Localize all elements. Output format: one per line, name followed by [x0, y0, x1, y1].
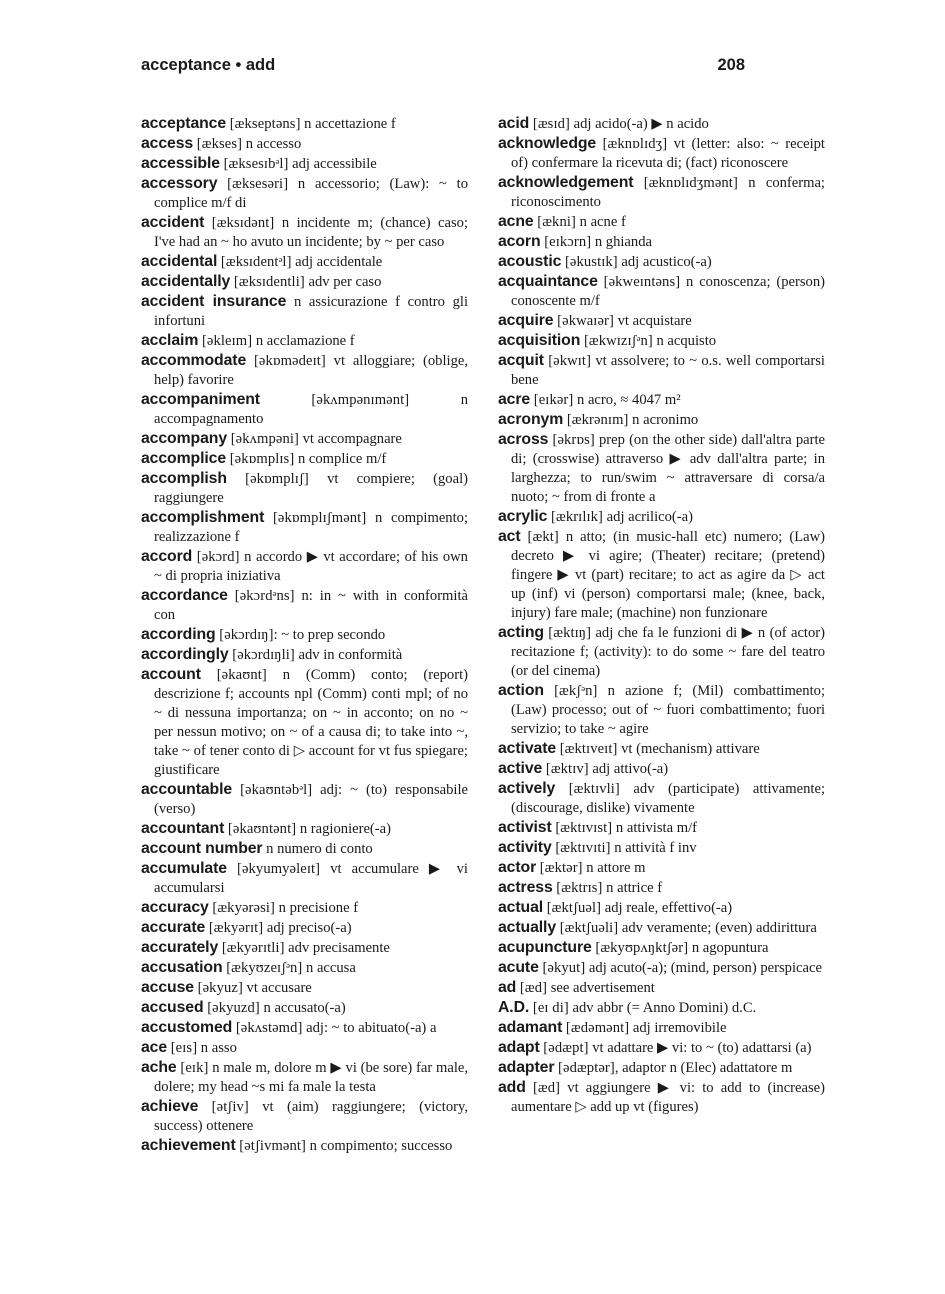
- dictionary-entry: [141, 213, 468, 252]
- dictionary-entry: [498, 134, 825, 173]
- dictionary-entry: [498, 331, 825, 351]
- dictionary-entry: [498, 838, 825, 858]
- dictionary-entry: [498, 212, 825, 232]
- pronunciation: [ækyərəsi]: [212, 900, 275, 916]
- definition: adv abbr (= Anno Domini) d.C.: [568, 1000, 757, 1016]
- definition: n acquisto: [652, 333, 717, 349]
- headword: acknowledgement: [498, 174, 634, 191]
- dictionary-entry: [141, 292, 468, 331]
- pronunciation: [əkaʊntənt]: [227, 821, 297, 837]
- headword: achievement: [141, 1137, 236, 1154]
- headword: adapter: [498, 1059, 555, 1076]
- dictionary-entry: [141, 938, 468, 958]
- definition: n accordo ▶ vt accordare; of his own ~ di propria iniziativa: [154, 549, 468, 584]
- dictionary-entry: [141, 898, 468, 918]
- pronunciation: [ədæpt]: [543, 1040, 589, 1056]
- headword: accountant: [141, 820, 225, 837]
- definition: adj accessibile: [288, 156, 377, 172]
- headword: acceptance: [141, 115, 227, 132]
- pronunciation: [əkɔrdɪŋ]: [219, 627, 274, 643]
- pronunciation: [əkɒmplɪʃmənt]: [272, 510, 367, 526]
- headword: ace: [141, 1039, 168, 1056]
- definition: adv veramente; (even) addirittura: [618, 920, 817, 936]
- headword: actually: [498, 919, 557, 936]
- definition: n accompagnamento: [154, 392, 468, 427]
- dictionary-entry: [141, 390, 468, 429]
- pronunciation: [æktɪvli]: [568, 781, 620, 797]
- dictionary-entry: [498, 1038, 825, 1058]
- definition: n asso: [197, 1040, 237, 1056]
- pronunciation: [ækseptəns]: [229, 116, 301, 132]
- pronunciation: [əkɒmədeɪt]: [253, 353, 326, 369]
- pronunciation: [ækt]: [527, 529, 559, 545]
- headword: acknowledge: [498, 135, 597, 152]
- definition: n attrice f: [602, 880, 663, 896]
- headword: acre: [498, 391, 531, 408]
- headword: accumulate: [141, 860, 227, 877]
- dictionary-entry: [498, 1058, 825, 1078]
- dictionary-entry: [141, 469, 468, 508]
- definition: n attivista m/f: [612, 820, 697, 836]
- dictionary-entry: [498, 232, 825, 252]
- pronunciation: [ækses]: [196, 136, 243, 152]
- dictionary-entry: [498, 978, 825, 998]
- dictionary-entry: [498, 390, 825, 410]
- headword: activist: [498, 819, 552, 836]
- pronunciation: [əkwaɪər]: [557, 313, 614, 329]
- pronunciation: [ækrɪlɪk]: [551, 509, 604, 525]
- pronunciation: [ækyʊzeɪʃᵊn]: [226, 960, 303, 976]
- definition: n compimento; successo: [306, 1138, 453, 1154]
- dictionary-entry: [498, 779, 825, 818]
- definition: n precisione f: [274, 900, 359, 916]
- pronunciation: [ətʃivmənt]: [239, 1138, 307, 1154]
- pronunciation: [ækʃᵊn]: [554, 683, 598, 699]
- running-header: [141, 54, 745, 78]
- definition: adj acido(-a) ▶ n acido: [569, 116, 709, 132]
- dictionary-entry: [141, 839, 468, 859]
- dictionary-entry: [498, 430, 825, 507]
- pronunciation: [æksesɪbᵊl]: [223, 156, 289, 172]
- headword: accord: [141, 548, 193, 565]
- pronunciation: [æd]: [519, 980, 548, 996]
- dictionary-entry: [498, 272, 825, 311]
- pronunciation: [əkʌmpənɪmənt]: [311, 392, 410, 408]
- dictionary-entry: [498, 351, 825, 390]
- headword: accompany: [141, 430, 228, 447]
- pronunciation: [ækyərɪtli]: [221, 940, 285, 956]
- definition: adj irremovibile: [629, 1020, 727, 1036]
- pronunciation: [eɪs]: [170, 1040, 198, 1056]
- definition: vt assolvere; to ~ o.s. well comportarsi bene: [511, 353, 825, 388]
- pronunciation: [ədæptər]: [558, 1060, 615, 1076]
- headword: accuracy: [141, 899, 209, 916]
- headword: acquit: [498, 352, 544, 369]
- dictionary-entry: [498, 527, 825, 623]
- pronunciation: [æktɪveɪt]: [559, 741, 618, 757]
- definition: vt (letter: also: ~ receipt of) confermare la ricevuta di; (fact) riconoscere: [511, 136, 825, 171]
- headword: add: [498, 1079, 526, 1096]
- dictionary-entry: [498, 898, 825, 918]
- definition: adv precisamente: [284, 940, 390, 956]
- pronunciation: [eɪkər]: [533, 392, 574, 408]
- headword: acute: [498, 959, 539, 976]
- dictionary-entry: [141, 154, 468, 174]
- headword: accidental: [141, 253, 218, 270]
- definition: adj: ~ (to) responsabile (verso): [154, 782, 468, 817]
- dictionary-entry: [141, 449, 468, 469]
- headword: account number: [141, 840, 263, 857]
- page-number: 208: [717, 56, 745, 74]
- dictionary-entry: [141, 645, 468, 665]
- left-column: [141, 114, 468, 1156]
- dictionary-entry: [141, 1038, 468, 1058]
- definition: vt (mechanism) attivare: [617, 741, 760, 757]
- headword: active: [498, 760, 543, 777]
- headword: acorn: [498, 233, 541, 250]
- headword: accomplice: [141, 450, 227, 467]
- dictionary-entry: [498, 918, 825, 938]
- definition: vt compiere; (goal) raggiungere: [154, 471, 468, 506]
- definition: n acclamazione f: [252, 333, 355, 349]
- definition: n ghianda: [591, 234, 652, 250]
- headword: acquire: [498, 312, 554, 329]
- definition: n accusa: [302, 960, 356, 976]
- headword: act: [498, 528, 521, 545]
- pronunciation: [ækrənɪm]: [566, 412, 629, 428]
- definition: vt (aim) raggiungere; (victory, success) ottenere: [154, 1099, 468, 1134]
- pronunciation: [əkustɪk]: [564, 254, 618, 270]
- dictionary-entry: [498, 681, 825, 739]
- definition: vt adattare ▶ vi: to ~ (to) adattarsi (a): [588, 1040, 812, 1056]
- headword: accuse: [141, 979, 194, 996]
- definition: n conoscenza; (person) conoscente m/f: [511, 274, 825, 309]
- pronunciation: [əkrɒs]: [552, 432, 595, 448]
- headword: actual: [498, 899, 544, 916]
- headword: accordance: [141, 587, 228, 604]
- pronunciation: [əkɔrdᵊns]: [234, 588, 295, 604]
- definition: n acro, ≈ 4047 m²: [573, 392, 681, 408]
- pronunciation: [æktʃuəli]: [559, 920, 619, 936]
- pronunciation: [ækwɪzɪʃᵊn]: [583, 333, 653, 349]
- definition: n accesso: [242, 136, 302, 152]
- pronunciation: [əkɒmplɪs]: [229, 451, 295, 467]
- pronunciation: [æd]: [532, 1080, 561, 1096]
- dictionary-entry: [141, 1097, 468, 1136]
- definition: adv per caso: [304, 274, 382, 290]
- pronunciation: [əkyuzd]: [207, 1000, 260, 1016]
- definition: n atto; (in music-hall etc) numero; (Law) decreto ▶ vi agire; (Theater) recitare; (pretend) fingere ▶ vt (part) recitare; to act as agire da ▷ act up (inf) vi (person) comportarsi male; (knee, back, injury) fare male; (machine) non funzionare: [511, 529, 825, 621]
- dictionary-entry: [141, 174, 468, 213]
- pronunciation: [əkaʊntəbᵊl]: [240, 782, 313, 798]
- definition: vt accusare: [242, 980, 312, 996]
- dictionary-entry: [498, 958, 825, 978]
- pronunciation: [ækyʊpʌŋktʃər]: [595, 940, 689, 956]
- definition: adj accidentale: [291, 254, 383, 270]
- pronunciation: [əkɔrdɪŋli]: [232, 647, 295, 663]
- pronunciation: [æktɪvɪti]: [555, 840, 611, 856]
- dictionary-entry: [141, 272, 468, 292]
- headword: acrylic: [498, 508, 548, 525]
- dictionary-entry: [498, 410, 825, 430]
- headword: actress: [498, 879, 553, 896]
- dictionary-entry: [141, 134, 468, 154]
- headword: acupuncture: [498, 939, 592, 956]
- pronunciation: [əkleɪm]: [201, 333, 253, 349]
- pronunciation: [ətʃiv]: [211, 1099, 249, 1115]
- headword: acquisition: [498, 332, 581, 349]
- definition: , adaptor n (Elec) adattatore m: [614, 1060, 793, 1076]
- headword: accurate: [141, 919, 206, 936]
- definition: n agopuntura: [688, 940, 769, 956]
- dictionary-entry: [141, 586, 468, 625]
- dictionary-entry: [498, 878, 825, 898]
- dictionary-entry: [141, 978, 468, 998]
- pronunciation: [əkyuz]: [197, 980, 243, 996]
- headword: activity: [498, 839, 552, 856]
- dictionary-entry: [498, 818, 825, 838]
- pronunciation: [əkaʊnt]: [216, 667, 267, 683]
- dictionary-entry: [141, 625, 468, 645]
- pronunciation: [əkweɪntəns]: [603, 274, 681, 290]
- definition: adj acustico(-a): [617, 254, 712, 270]
- dictionary-entry: [141, 958, 468, 978]
- pronunciation: [æknɒlɪdʒmənt]: [643, 175, 738, 191]
- definition: n male m, dolore m ▶ vi (be sore) far male, dolere; my head ~s mi fa male la testa: [154, 1060, 468, 1095]
- dictionary-entry: [498, 507, 825, 527]
- definition: n compimento; realizzazione f: [154, 510, 468, 545]
- definition: n (Comm) conto; (report) descrizione f; accounts npl (Comm) conti mpl; of no ~ di nessuna importanza; on ~ in acconto; on no ~ per nessun motivo; on ~ of a causa di; to take into ~, take ~ of tener conto di ▷ account for vt fus spiegare; giustificare: [154, 667, 468, 778]
- headword: A.D.: [498, 999, 530, 1016]
- pronunciation: [ækni]: [537, 214, 576, 230]
- pronunciation: [əkɒmplɪʃ]: [245, 471, 309, 487]
- headword: accurately: [141, 939, 219, 956]
- definition: n attore m: [582, 860, 646, 876]
- headword: accountable: [141, 781, 233, 798]
- pronunciation: [eɪ di]: [532, 1000, 569, 1016]
- headword: accusation: [141, 959, 223, 976]
- headword: accomplish: [141, 470, 227, 487]
- definition: n accessorio; (Law): ~ to complice m/f di: [154, 176, 468, 211]
- dictionary-entry: [498, 858, 825, 878]
- headword: accessible: [141, 155, 220, 172]
- dictionary-entry: [498, 1018, 825, 1038]
- definition: n ragioniere(-a): [296, 821, 391, 837]
- dictionary-entry: [141, 351, 468, 390]
- dictionary-entry: [498, 938, 825, 958]
- definition: n accettazione f: [300, 116, 396, 132]
- pronunciation: [æksesəri]: [227, 176, 289, 192]
- definition: n attività f inv: [610, 840, 697, 856]
- definition: adv in conformità: [294, 647, 403, 663]
- definition: vt alloggiare; (oblige, help) favorire: [154, 353, 468, 388]
- dictionary-entry: [141, 429, 468, 449]
- pronunciation: [æktɪv]: [545, 761, 589, 777]
- pronunciation: [æktɪvɪst]: [555, 820, 613, 836]
- dictionary-entry: [141, 918, 468, 938]
- definition: n azione f; (Mil) combattimento; (Law) processo; out of ~ fuori combattimento; fuori servizio; to take ~ agire: [511, 683, 825, 737]
- definition: adj preciso(-a): [263, 920, 352, 936]
- pronunciation: [əkwɪt]: [548, 353, 592, 369]
- pronunciation: [æknɒlɪdʒ]: [602, 136, 668, 152]
- headword: accomplishment: [141, 509, 265, 526]
- headword: achieve: [141, 1098, 199, 1115]
- headword: acronym: [498, 411, 564, 428]
- headword: actively: [498, 780, 556, 797]
- dictionary-entry: [498, 998, 825, 1018]
- definition: adj attivo(-a): [588, 761, 669, 777]
- dictionary-entry: [141, 508, 468, 547]
- dictionary-entry: [498, 739, 825, 759]
- headword: acoustic: [498, 253, 562, 270]
- dictionary-entry: [141, 1018, 468, 1038]
- headword: accessory: [141, 175, 218, 192]
- guide-words: acceptance • add: [141, 56, 276, 74]
- headword: adamant: [498, 1019, 563, 1036]
- headword: acclaim: [141, 332, 199, 349]
- dictionary-entry: [141, 252, 468, 272]
- dictionary-entry: [498, 311, 825, 331]
- headword: according: [141, 626, 216, 643]
- definition: see advertisement: [547, 980, 655, 996]
- headword: accustomed: [141, 1019, 233, 1036]
- dictionary-entry: [498, 623, 825, 681]
- pronunciation: [æsɪd]: [532, 116, 570, 132]
- definition: n assicurazione f contro gli infortuni: [154, 294, 468, 329]
- pronunciation: [æktɪŋ]: [548, 625, 592, 641]
- definition: n: in ~ with in conformità con: [154, 588, 468, 623]
- headword: accidentally: [141, 273, 231, 290]
- pronunciation: [eɪkɔrn]: [544, 234, 592, 250]
- headword: activate: [498, 740, 557, 757]
- definition: n conferma; riconoscimento: [511, 175, 825, 210]
- dictionary-entry: [498, 759, 825, 779]
- headword: ad: [498, 979, 517, 996]
- right-column: [498, 114, 825, 1117]
- pronunciation: [ækyərɪt]: [208, 920, 264, 936]
- dictionary-entry: [141, 998, 468, 1018]
- definition: prep (on the other side) dall'altra parte di; (crosswise) attraverso ▶ adv dall'altra parte; in larghezza; to run/swim ~ attraversare di corsa/a nuoto; ~ from di fronte a: [511, 432, 825, 505]
- dictionary-entry: [141, 780, 468, 819]
- definition: adj acuto(-a); (mind, person) perspicace: [585, 960, 822, 976]
- pronunciation: [əkyumyəleɪt]: [236, 861, 321, 877]
- headword: across: [498, 431, 549, 448]
- dictionary-entry: [141, 114, 468, 134]
- definition: n incidente m; (chance) caso; I've had an ~ ho avuto un incidente; by ~ per caso: [154, 215, 468, 250]
- dictionary-entry: [498, 173, 825, 212]
- definition: : ~ to prep secondo: [273, 627, 386, 643]
- definition: n acronimo: [628, 412, 699, 428]
- headword: accident insurance: [141, 293, 287, 310]
- dictionary-entry: [141, 859, 468, 898]
- definition: vt accompagnare: [298, 431, 402, 447]
- headword: accordingly: [141, 646, 229, 663]
- headword: account: [141, 666, 201, 683]
- pronunciation: [əkʌmpəni]: [230, 431, 299, 447]
- dictionary-entry: [141, 819, 468, 839]
- dictionary-entry: [498, 114, 825, 134]
- headword: adapt: [498, 1039, 540, 1056]
- pronunciation: [æktʃuəl]: [546, 900, 602, 916]
- pronunciation: [əkyut]: [542, 960, 586, 976]
- pronunciation: [æksɪdentli]: [233, 274, 305, 290]
- pronunciation: [eɪk]: [180, 1060, 209, 1076]
- pronunciation: [əkʌstəmd]: [235, 1020, 303, 1036]
- definition: adj reale, effettivo(-a): [601, 900, 733, 916]
- dictionary-entry: [141, 547, 468, 586]
- pronunciation: [æktrɪs]: [556, 880, 603, 896]
- definition: adj acrilico(-a): [603, 509, 693, 525]
- definition: n numero di conto: [262, 841, 373, 857]
- pronunciation: [æksɪdentᵊl]: [220, 254, 292, 270]
- headword: actor: [498, 859, 537, 876]
- headword: acting: [498, 624, 544, 641]
- headword: action: [498, 682, 544, 699]
- headword: accompaniment: [141, 391, 260, 408]
- dictionary-entry: [141, 665, 468, 780]
- pronunciation: [æksɪdənt]: [211, 215, 275, 231]
- headword: acid: [498, 115, 530, 132]
- definition: adj che fa le funzioni di ▶ n (of actor) recitazione f; (activity): to do some ~ fare del teatro (or del cinema): [511, 625, 825, 679]
- pronunciation: [æktər]: [539, 860, 583, 876]
- headword: acne: [498, 213, 534, 230]
- headword: access: [141, 135, 194, 152]
- definition: adv (participate) attivamente; (discourage, dislike) vivamente: [511, 781, 825, 816]
- definition: n complice m/f: [294, 451, 387, 467]
- dictionary-entry: [498, 252, 825, 272]
- dictionary-entry: [141, 1136, 468, 1156]
- pronunciation: [ædəmənt]: [565, 1020, 630, 1036]
- dictionary-entry: [141, 331, 468, 351]
- definition: n accusato(-a): [259, 1000, 346, 1016]
- headword: accommodate: [141, 352, 247, 369]
- headword: accident: [141, 214, 205, 231]
- headword: ache: [141, 1059, 177, 1076]
- headword: accused: [141, 999, 204, 1016]
- dictionary-entry: [498, 1078, 825, 1117]
- definition: vt accumulare ▶ vi accumularsi: [154, 861, 468, 896]
- dictionary-entry: [141, 1058, 468, 1097]
- definition: n acne f: [575, 214, 626, 230]
- headword: acquaintance: [498, 273, 598, 290]
- definition: vt acquistare: [613, 313, 692, 329]
- pronunciation: [əkɔrd]: [196, 549, 240, 565]
- definition: adj: ~ to abituato(-a) a: [302, 1020, 437, 1036]
- definition: vt aggiungere ▶ vi: to add to (increase) aumentare ▷ add up vt (figures): [511, 1080, 826, 1115]
